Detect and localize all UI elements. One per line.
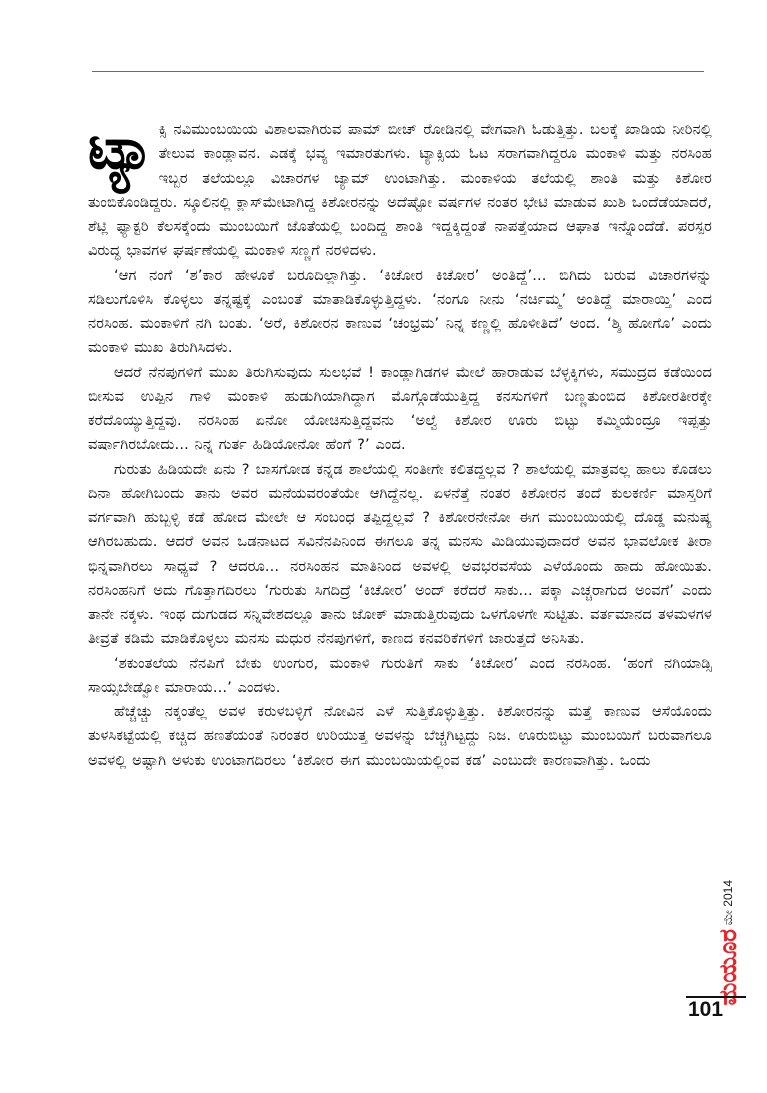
article-body [88,114,712,773]
magazine-masthead [712,880,744,1006]
paragraph-4: ಗುರುತು ಹಿಡಿಯದೇ ಏನು ? ಬಾಸಗೋಡ ಕನ್ನಡ ಶಾಲೆಯಲ್ಲಿ ಸಂತೀಗೇ ಕಲಿತದ್ದಲ್ಲವ ? ಶಾಲೆಯಲ್ಲಿ ಮಾತ್ರವಲ್ಲ ಹಾಲು ಕೊಡಲು ದಿನಾ ಹೋಗಿಬಂದು ತಾನು ಅವರ ಮನೆಯವರಂತೆಯೇ ಆಗಿದ್ದೆನಲ್ಲ. ಏಳನೆತ್ತೆ ನಂತರ ಕಿಶೋರನ ತಂದೆ ಕುಲಕರ್ಣಿ ಮಾಸ್ತರಿಗೆ ವರ್ಗವಾಗಿ ಹುಬ್ಬಳ್ಳಿ ಕಡೆ ಹೋದ ಮೇಲೇ ಆ ಸಂಬಂಧ ತಪ್ಪಿದ್ದಲ್ಲವೆ ? ಕಿಶೋರನೇನೋ ಈಗ ಮುಂಬಯಿಯಲ್ಲಿ ದೊಡ್ಡ ಮನುಷ್ಯ ಆಗಿರಬಹುದು. ಆದರೆ ಅವನ ಒಡನಾಟದ ಸವಿನೆನಪಿನಿಂದ ಈಗಲೂ ತನ್ನ ಮನಸು ಮಿಡಿಯುವುದಾದರೆ ಅವನ ಭಾವಲೋಕ ತೀರಾ ಭಿನ್ನವಾಗಿರಲು ಸಾಧ್ಯವೆ ? ಆದರೂ... ನರಸಿಂಹನ ಮಾತಿನಿಂದ ಅವಳಲ್ಲಿ ಅವಭರವಸೆಯ ಎಳೆಯೊಂದು ಹಾದು ಹೋಯಿತು. ನರಸಿಂಹನಿಗೆ ಅದು ಗೊತ್ತಾಗದಿರಲು ‘ಗುರುತು ಸಿಗದಿದ್ರೆ ‘ಕಿಚೋರ’ ಅಂದ್ ಕರೆದರೆ ಸಾಕು... ಪಕ್ಕಾ ಎಚ್ಚರಾಗುದ ಅಂವಗೆ’ ಎಂದು ತಾನೇ ನಕ್ಕಳು. ಇಂಥ ದುಗುಡದ ಸನ್ನಿವೇಶದಲ್ಲೂ ತಾನು ಜೋಕ್ ಮಾಡುತ್ತಿರುವುದು ಒಳಗೊಳಗೇ ಸುಟ್ಟಿತು. ವರ್ತಮಾನದ ತಳಮಳಗಳ ತೀವ್ರತೆ ಕಡಿಮೆ ಮಾಡಿಕೊಳ್ಳಲು ಮನಸು ಮಧುರ ನೆನಪುಗಳಿಗೆ, ಕಾಣದ ಕನವರಿಕೆಗಳಿಗೆ ಜಾರುತ್ತದೆ ಅನಿಸಿತು. [88,460,712,648]
paragraph-3: ಆದರೆ ನೆನಪುಗಳಿಗೆ ಮುಖ ತಿರುಗಿಸುವುದು ಸುಲಭವೆ ! ಕಾಂಡ್ಲಾಗಿಡಗಳ ಮೇಲೆ ಹಾರಾಡುವ ಬೆಳ್ಳಕ್ಕಿಗಳು, ಸಮುದ್ರದ ಕಡೆಯಿಂದ ಬೀಸುವ ಉಪ್ಪಿನ ಗಾಳಿ ಮಂಕಾಳಿ ಹುಡುಗಿಯಾಗಿದ್ದಾಗ ಮೊಗ್ಗೊಡೆಯುತ್ತಿದ್ದ ಕನಸುಗಳಿಗೆ ಬಣ್ಣತುಂಬಿದ ಕಿಶೋರತೀರಕ್ಕೇ ಕರೆದೊಯ್ಯುತ್ತಿದ್ದವು. ನರಸಿಂಹ ಏನೋ ಯೋಚಿಸುತ್ತಿದ್ದವನು ‘ಅಲ್ವೆ ಕಿಶೋರ ಊರು ಬಿಟ್ಟು ಕಮ್ಮಿಯೆಂದ್ರೂ ಇಪ್ಪತ್ತು ವರ್ಷಾಗಿರಬೋದು... ನಿನ್ನ ಗುರ್ತ ಹಿಡಿಯೋನೋ ಹೆಂಗೆ ?’ ಎಂದ. [88,363,712,454]
page-number: 101 [688,998,724,1021]
drop-cap: ಟ್ಯಾ [88,114,155,182]
paragraph-2: ‘ಆಗ ನಂಗೆ ‘ಶ’ಕಾರ ಹೇಳೂಕೆ ಬರೂದಿಲ್ಲಾಗಿತ್ತು. ‘ಕಿಚೋರ ಕಿಚೋರ’ ಅಂತಿದ್ದೆ’... ಬಿಗಿದು ಬರುವ ವಿಚಾರಗಳನ್ನು ಸಡಿಲುಗೊಳಿಸಿ ಕೊಳ್ಳಲು ತನ್ನಷ್ಟಕ್ಕೆ ಎಂಬಂತೆ ಮಾತಾಡಿಕೊಳ್ಳುತ್ತಿದ್ದಳು. ‘ನಂಗೂ ನೀನು ‘ನರ್ಚಿಮ್ಮ’ ಅಂತಿದ್ದೆ ಮಾರಾಯ್ತಿ’ ಎಂದ ನರಸಿಂಹ. ಮಂಕಾಳಿಗೆ ನಗಿ ಬಂತು. ‘ಅರೆ, ಕಿಶೋರನ ಕಾಣುವ ‘ಚಂಭ್ರಮ’ ನಿನ್ನ ಕಣ್ಣಲ್ಲಿ ಹೊಳೀತಿದೆ’ ಅಂದ. ‘ಶ್ಶಿ ಹೋಗೊ’ ಎಂದು ಮಂಕಾಳಿ ಮುಖ ತಿರುಗಿಸಿದಳು. [88,266,712,357]
magazine-logo: ಮಯೂರ [714,929,742,1006]
paragraph-5: ‘ಶಕುಂತಲೆಯ ನೆನಪಿಗೆ ಬೇಕು ಉಂಗುರ, ಮಂಕಾಳಿ ಗುರುತಿಗೆ ಸಾಕು ‘ಕಿಚೋರ’ ಎಂದ ನರಸಿಂಹ. ‘ಹಂಗೆ ನಗಿಯಾಡ್ಸಿ ಸಾಯ್ಸಬೇಡ್ವೋ ಮಾರಾಯ...’ ಎಂದಳು. [88,654,712,696]
top-rule [92,71,704,72]
issue-date: ಮೇ 2014 [721,880,735,926]
paragraph-1 [88,114,712,264]
paragraph-6: ಹೆಚ್ಚೆಚ್ಚು ನಕ್ಕಂತೆಲ್ಲ ಅವಳ ಕರುಳಬಳ್ಳಿಗೆ ನೋವಿನ ಎಳೆ ಸುತ್ತಿಕೊಳ್ಳುತ್ತಿತ್ತು. ಕಿಶೋರನನ್ನು ಮತ್ತೆ ಕಾಣುವ ಆಸೆಯೊಂದು ತುಳಸಿಕಟ್ಟೆಯಲ್ಲಿ ಕಚ್ಚಿದ ಹಣತೆಯಂತೆ ನಿರಂತರ ಉರಿಯುತ್ತ ಅವಳನ್ನು ಬೆಚ್ಚಗಿಟ್ಟದ್ದು ನಿಜ. ಊರುಬಿಟ್ಟು ಮುಂಬಯಿಗೆ ಬರುವಾಗಲೂ ಅವಳಲ್ಲಿ ಅಷ್ಟಾಗಿ ಅಳುಕು ಉಂಟಾಗದಿರಲು ‘ಕಿಶೋರ ಈಗ ಮುಂಬಯಿಯಲ್ಲಿಂವ ಕಡ’ ಎಂಬುದೇ ಕಾರಣವಾಗಿತ್ತು. ಒಂದು [88,703,712,769]
paragraph-1-text: ಕ್ಸಿ ನವಿಮುಂಬಯಿಯ ವಿಶಾಲವಾಗಿರುವ ಪಾಮ್ ಬೀಚ್ ರೋಡಿನಲ್ಲಿ ವೇಗವಾಗಿ ಓಡುತ್ತಿತ್ತು. ಬಲಕ್ಕೆ ಖಾಡಿಯ ನೀರಿನಲ್ಲಿ ತೇಲುವ ಕಾಂಡ್ಲಾವನ. ಎಡಕ್ಕೆ ಭವ್ಯ ಇಮಾರತುಗಳು. ಟ್ಯಾಕ್ಸಿಯ ಓಟ ಸರಾಗವಾಗಿದ್ದರೂ ಮಂಕಾಳಿ ಮತ್ತು ನರಸಿಂಹ ಇಬ್ಬರ ತಲೆಯಲ್ಲೂ ವಿಚಾರಗಳ ಜ್ಯಾಮ್ ಉಂಟಾಗಿತ್ತು. ಮಂಕಾಳಿಯ ತಲೆಯಲ್ಲಿ ಶಾಂತಿ ಮತ್ತು ಕಿಶೋರ ತುಂಬಿಕೊಂಡಿದ್ದರು. ಸ್ಕೂಲಿನಲ್ಲಿ ಕ್ಲಾಸ್‌ಮೇಟಾಗಿದ್ದ ಕಿಶೋರನನ್ನು ಅದೆಷ್ಟೋ ವರ್ಷಗಳ ನಂತರ ಭೇಟಿ ಮಾಡುವ ಖುಶಿ ಒಂದೆಡೆಯಾದರೆ, ಶೆಟ್ಲಿ ಫ್ಯಾಕ್ಟರಿ ಕೆಲಸಕ್ಕೆಂದು ಮುಂಬಯಿಗೆ ಜೊತೆಯಲ್ಲಿ ಬಂದಿದ್ದ ಶಾಂತಿ ಇದ್ದಕ್ಕಿದ್ದಂತೆ ನಾಪತ್ತೆಯಾದ ಆಘಾತ ಇನ್ನೊಂದೆಡೆ. ಪರಸ್ಪರ ವಿರುದ್ಧ ಭಾವಗಳ ಘರ್ಷಣೆಯಲ್ಲಿ ಮಂಕಾಳಿ ಸಣ್ಣಗೆ ನರಳಿದಳು. [88,121,712,260]
